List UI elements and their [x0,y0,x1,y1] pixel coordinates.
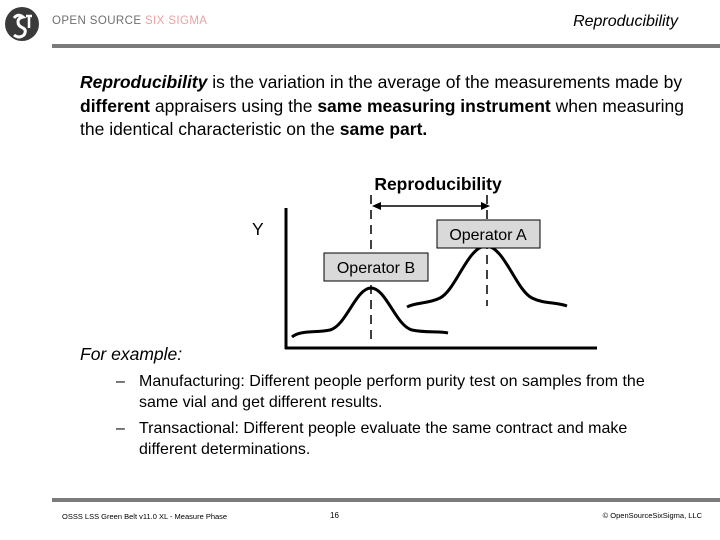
footer-course-title: OSSS LSS Green Belt v11.0 XL - Measure Phase [62,512,228,521]
example-bullet [116,418,676,460]
brand-name-accent: SIX SIGMA [144,15,208,27]
bullet-text: Manufacturing: Different people perform purity test on samples from the same vial and get different results. [139,373,645,411]
definition-segment-3: when measuring the identical characteristic on the [80,95,685,139]
bullet-dash: – [116,420,125,437]
definition-emphasis-2: same measuring instrument [317,95,551,116]
definition-emphasis-1: different [80,95,150,116]
operator-b-label: Operator B [336,260,416,277]
bullet-text: Transactional: Different people evaluate the same contract and make different determinations. [139,420,628,458]
definition-segment-1: is the variation in the average of the measurements made by [207,72,683,92]
operator-b-label-box [324,253,428,281]
definition-emphasis-3: same part. [339,119,428,139]
reproducibility-arrow [372,202,490,210]
page-title: Reproducibility [573,13,678,30]
page-number: 16 [330,511,339,520]
y-axis-label: Y [252,219,264,239]
example-bullet [116,371,676,413]
example-heading: For example: [80,344,183,364]
operator-a-label: Operator A [449,227,527,244]
footer-copyright: © OpenSourceSixSigma, LLC [602,511,702,520]
operator-a-distribution [407,195,567,307]
bullet-dash: – [116,373,125,390]
diagram-title: Reproducibility [374,174,502,194]
definition-term: Reproducibility [80,72,208,92]
footer-divider [52,498,720,502]
brand-name-part1: OPEN SOURCE [52,15,145,27]
definition-segment-2: appraisers using the [150,95,318,116]
operator-a-label-box [437,220,540,248]
